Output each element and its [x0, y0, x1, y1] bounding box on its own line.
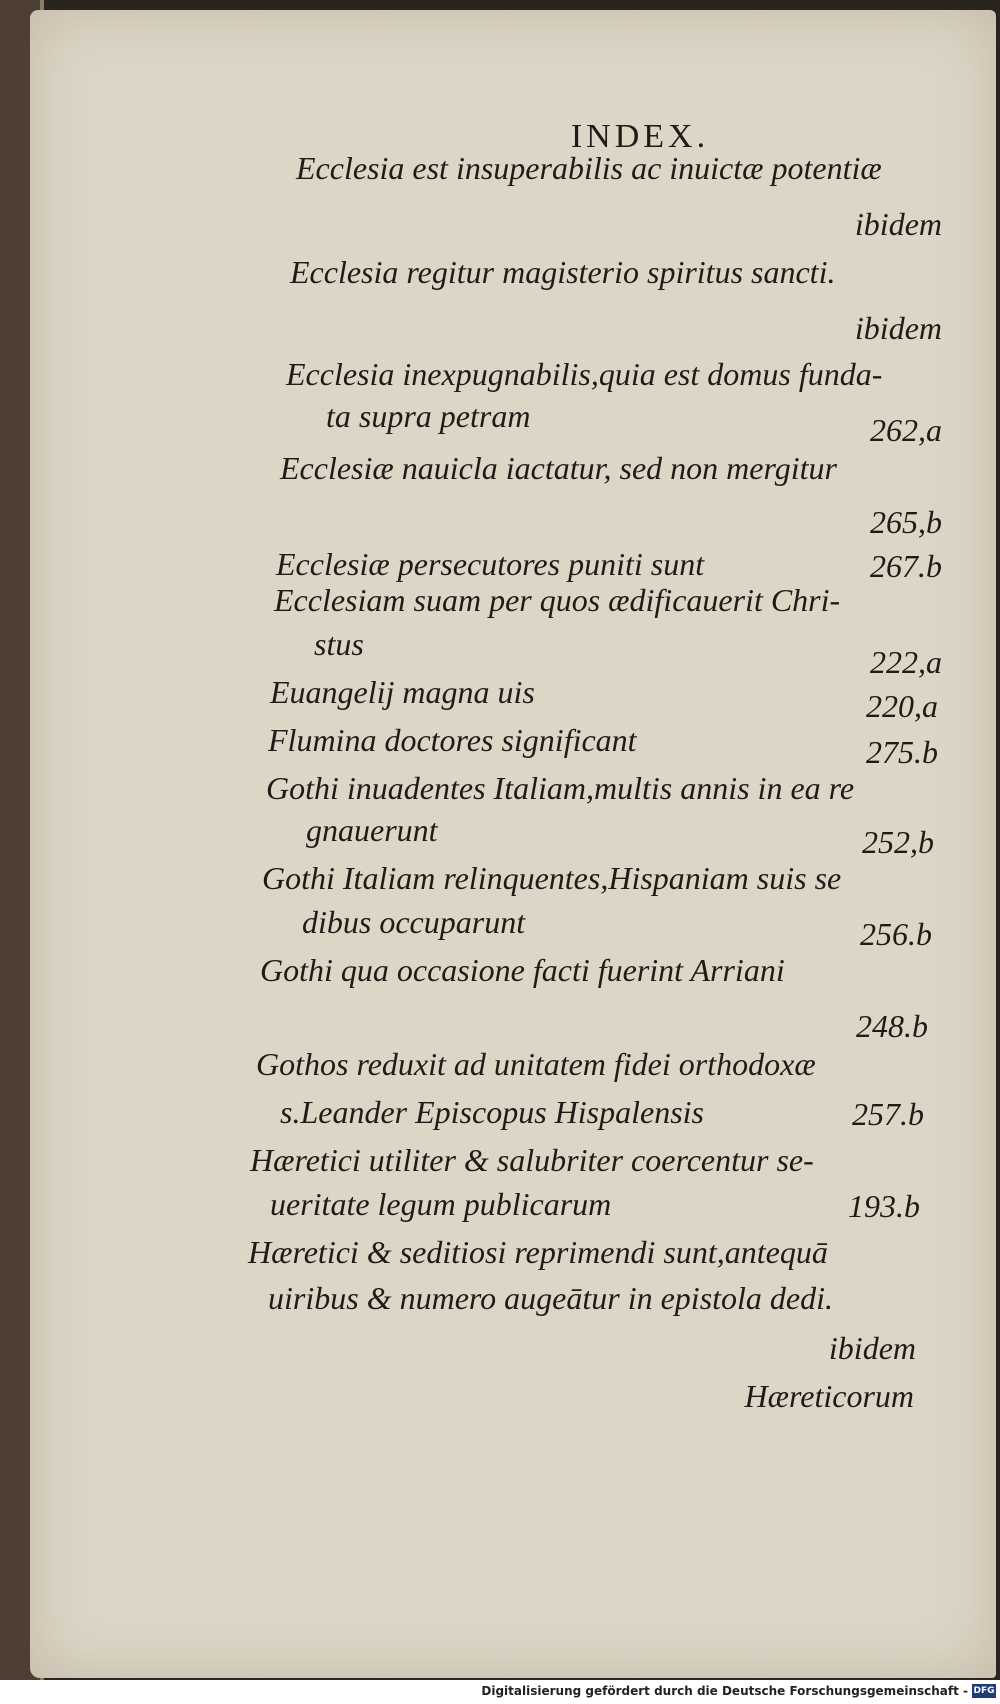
index-entry-line: Gothi inuadentes Italiam,multis annis in ea re: [266, 770, 855, 806]
index-entry-line: ueritate legum publicarum: [270, 1186, 612, 1222]
index-entry-ref: 252,b: [862, 824, 934, 860]
dfg-logo-icon: DFG: [973, 1686, 995, 1696]
index-entry-ref: 265,b: [870, 504, 942, 540]
index-entry-line: Ecclesiam suam per quos ædificauerit Chri-: [274, 582, 841, 618]
index-entry-ref: 256.b: [860, 916, 932, 952]
index-entry-ref: 275.b: [866, 734, 938, 770]
index-entry-line: Ecclesia inexpugnabilis,quia est domus funda-: [286, 356, 883, 392]
index-entry-line: dibus occuparunt: [302, 904, 526, 940]
index-entry-line: Ecclesia est insuperabilis ac inuictæ potentiæ: [296, 150, 882, 186]
index-entry-ref: ibidem: [828, 1330, 916, 1366]
index-entry-line: Euangelij magna uis: [270, 674, 535, 710]
index-entry-line: Ecclesiæ persecutores puniti sunt: [276, 546, 705, 582]
index-entry-line: Ecclesiæ nauicla iactatur, sed non mergitur: [280, 450, 837, 486]
index-entry-line: Hæretici utiliter & salubriter coercentur se-: [250, 1142, 814, 1178]
index-entry-ref: ibidem: [854, 310, 942, 346]
index-entry-line: Gothi qua occasione facti fuerint Arriani: [260, 952, 785, 988]
index-entry-ref: 248.b: [856, 1008, 928, 1044]
index-entry-ref: 267.b: [870, 548, 942, 584]
index-entry-ref: 257.b: [852, 1096, 924, 1132]
running-head: INDEX.: [570, 118, 710, 155]
index-entry-line: Ecclesia regitur magisterio spiritus sancti.: [290, 254, 836, 290]
digitization-footer: [0, 1680, 1000, 1704]
index-entry-ref: 222,a: [870, 644, 942, 680]
footer-credit: Digitalisierung gefördert durch die Deutsche Forschungsgemeinschaft -: [481, 1684, 968, 1698]
index-entry-line: Flumina doctores significant: [268, 722, 637, 758]
index-entry-line: s.Leander Episcopus Hispalensis: [280, 1094, 704, 1130]
index-entry-line: Gothos reduxit ad unitatem fidei orthodoxæ: [256, 1046, 816, 1082]
index-entry-line: ta supra petram: [326, 398, 531, 434]
index-entry-ref: ibidem: [854, 206, 942, 242]
index-entry-line: Gothi Italiam relinquentes,Hispaniam suis se: [262, 860, 842, 896]
index-entry-line: gnauerunt: [306, 812, 438, 848]
index-entry-line: uiribus & numero augeātur in epistola dedi.: [268, 1280, 834, 1316]
index-entry-ref: 220,a: [866, 688, 938, 724]
index-entry-line: stus: [314, 626, 364, 662]
index-entry-line: Hæretici & seditiosi reprimendi sunt,antequā: [248, 1234, 828, 1270]
index-entry-ref: 193.b: [848, 1188, 920, 1224]
catchword: Hæreticorum: [744, 1378, 914, 1414]
index-entry-ref: 262,a: [870, 412, 942, 448]
